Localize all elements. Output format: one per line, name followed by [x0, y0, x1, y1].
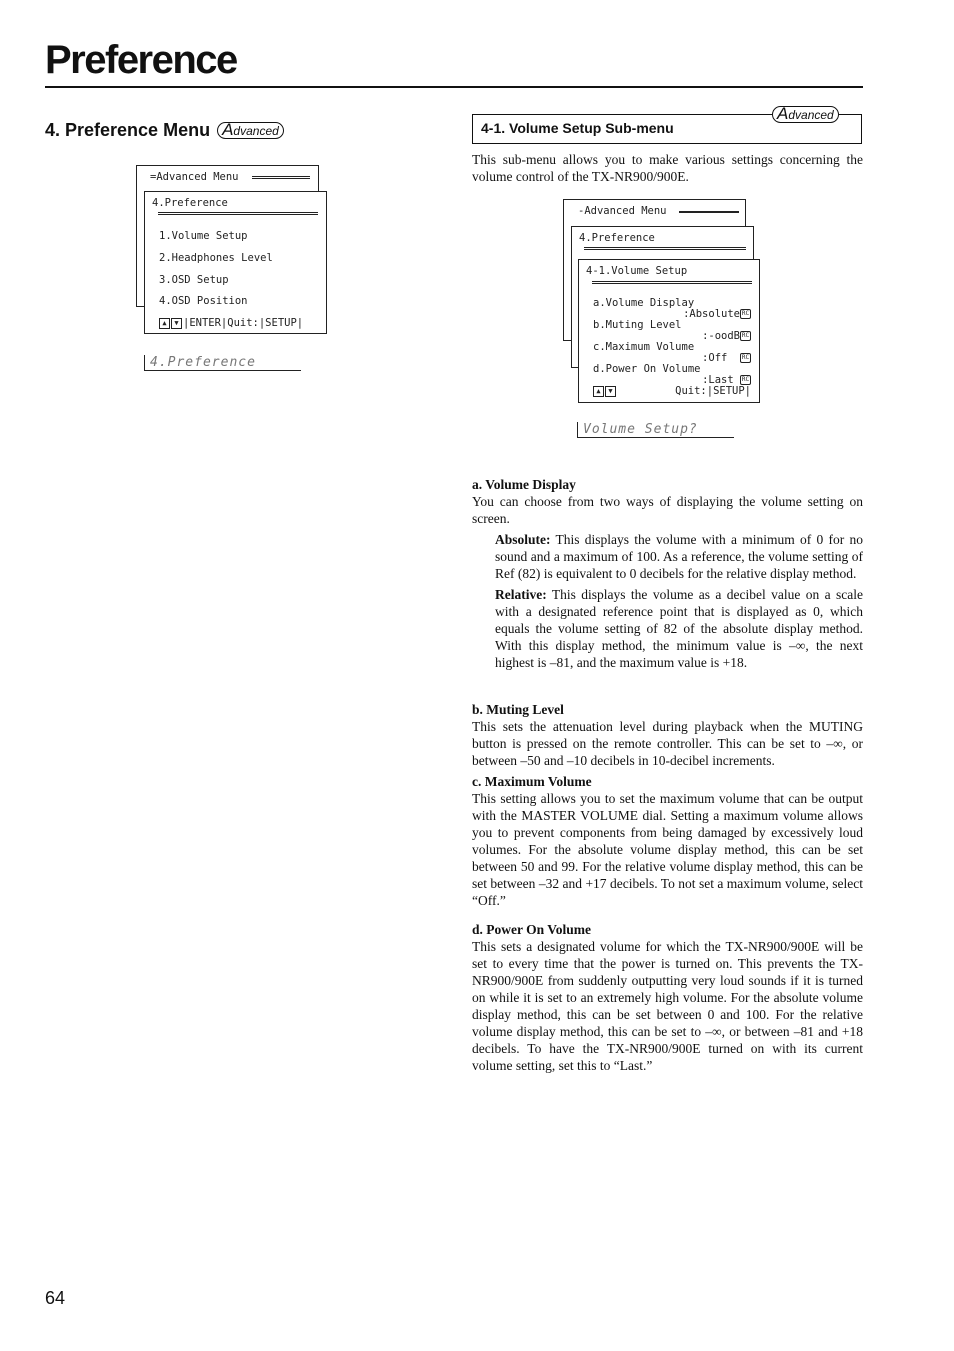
down-arrow-key-icon: ▼	[605, 386, 616, 397]
submenu-badge-wrap	[772, 106, 839, 124]
right-osd-row-value: :-oodB RC	[702, 330, 750, 342]
relative-text: This displays the volume as a decibel value on a scale with a designated reference point that is displayed as 0, which equals the volume setting of 82 of the absolute display method. With this display method, the minimum value is –∞, the next highest is –81, and the maximum value is +18.	[495, 587, 863, 670]
section-c	[472, 773, 863, 909]
left-osd-item: 3.OSD Setup	[159, 274, 229, 286]
right-osd-footer: Quit:|SETUP|	[675, 385, 751, 397]
right-lcd-text: Volume Setup?	[583, 422, 698, 437]
advanced-badge	[772, 106, 839, 123]
section-b	[472, 701, 863, 769]
remote-controller-icon: RC	[741, 354, 750, 361]
section-b-title: b. Muting Level	[472, 702, 564, 717]
right-osd-row-label: b.Muting Level	[593, 319, 682, 331]
section-heading-text: 4. Preference Menu	[45, 120, 211, 140]
section-d	[472, 921, 863, 1074]
left-osd-outer-title: =Advanced Menu	[150, 171, 239, 183]
section-b-text: This sets the attenuation level during playback when the MUTING button is pressed on the remote controller. This can be set to –∞, or between –50 and –10 decibels in 10-decibel increments.	[472, 719, 863, 768]
relative-label: Relative:	[495, 587, 547, 602]
section-heading	[45, 120, 284, 141]
remote-controller-icon: RC	[741, 310, 750, 317]
advanced-badge-initial: A	[222, 120, 234, 139]
right-osd-row-label: d.Power On Volume	[593, 363, 701, 375]
remote-controller-icon: RC	[741, 376, 750, 383]
section-a-title: a. Volume Display	[472, 477, 576, 492]
right-osd-row-value: :Last RC	[702, 374, 750, 386]
right-osd-row-value: :Absolute RC	[683, 308, 750, 320]
left-osd-item: 2.Headphones Level	[159, 252, 273, 264]
right-osd-row-value: :Off RC	[702, 352, 750, 364]
relative-paragraph	[495, 586, 863, 671]
left-osd-item: 4.OSD Position	[159, 295, 248, 307]
section-c-title: c. Maximum Volume	[472, 774, 592, 789]
left-osd-outer-rule	[252, 176, 310, 179]
left-lcd-display	[144, 355, 301, 371]
right-osd-row-label: a.Volume Display	[593, 297, 695, 309]
section-a-text: You can choose from two ways of displaying the volume setting on screen.	[472, 494, 863, 526]
section-c-text: This setting allows you to set the maximum volume that can be output with the MASTER VOLUME dial. Setting a maximum volume allows you to prevent components from being damaged by excessively loud volumes. For the absolute volume display method, this can be set between 50 and 99. For the relative volume display method, this can be set between –32 and +17 decibels. To not set a maximum volume, select “Off.”	[472, 791, 863, 908]
right-osd-outer-rule	[679, 211, 739, 213]
intro-paragraph: This sub-menu allows you to make various settings concerning the volume control of the TX-NR900/900E.	[472, 152, 863, 184]
absolute-text: This displays the volume with a minimum of 0 for no sound and a maximum of 100. As a reference, the volume setting of Ref (82) is equivalent to 0 decibels for the relative display method.	[495, 532, 863, 581]
right-osd-inner-title: 4-1.Volume Setup	[586, 265, 688, 277]
section-d-title: d. Power On Volume	[472, 922, 592, 937]
absolute-label: Absolute:	[495, 532, 551, 547]
left-osd-item: 1.Volume Setup	[159, 230, 248, 242]
down-arrow-key-icon: ▼	[171, 318, 182, 329]
right-lcd-display	[577, 422, 734, 438]
advanced-badge-rest: dvanced	[233, 124, 279, 138]
left-osd-inner-panel	[144, 191, 327, 334]
right-osd-row-label: c.Maximum Volume	[593, 341, 695, 353]
absolute-paragraph	[495, 531, 863, 582]
remote-controller-icon: RC	[741, 332, 750, 339]
up-arrow-key-icon: ▲	[159, 318, 170, 329]
right-osd-inner-panel	[578, 259, 760, 403]
advanced-badge	[217, 122, 284, 139]
up-arrow-key-icon: ▲	[593, 386, 604, 397]
left-osd-inner-rule	[158, 212, 318, 215]
right-osd-inner-rule	[592, 281, 752, 284]
section-d-text: This sets a designated volume for which the TX-NR900/900E will be set to every time that the power is turned on. This prevents the TX-NR900/900E from suddenly outputting very loud sounds if it is turned on while it is set to an extremely high volume. For the absolute volume display method, this can be set between 0 and 100. For the relative volume display method, this can be set to –∞, or between –81 and +18 decibels. To have the TX-NR900/900E turned on with its current volume setting, set this to “Last.”	[472, 939, 863, 1073]
page-title: Preference	[45, 38, 237, 82]
submenu-heading: 4-1. Volume Setup Sub-menu	[481, 120, 674, 136]
right-osd-mid-rule	[584, 247, 746, 250]
advanced-badge-rest: dvanced	[788, 108, 834, 122]
right-osd-footer-keys	[593, 385, 617, 397]
right-osd-mid-title: 4.Preference	[579, 232, 655, 244]
title-divider	[45, 86, 863, 88]
left-osd-inner-title: 4.Preference	[152, 197, 228, 209]
advanced-badge-initial: A	[777, 104, 789, 123]
left-osd-footer: ▲ ▼ |ENTER|Quit:|SETUP|	[159, 317, 303, 329]
page-number: 64	[45, 1288, 66, 1308]
left-lcd-text: 4.Preference	[150, 355, 256, 370]
right-osd-outer-title: -Advanced Menu	[578, 205, 667, 217]
section-a	[472, 476, 863, 671]
